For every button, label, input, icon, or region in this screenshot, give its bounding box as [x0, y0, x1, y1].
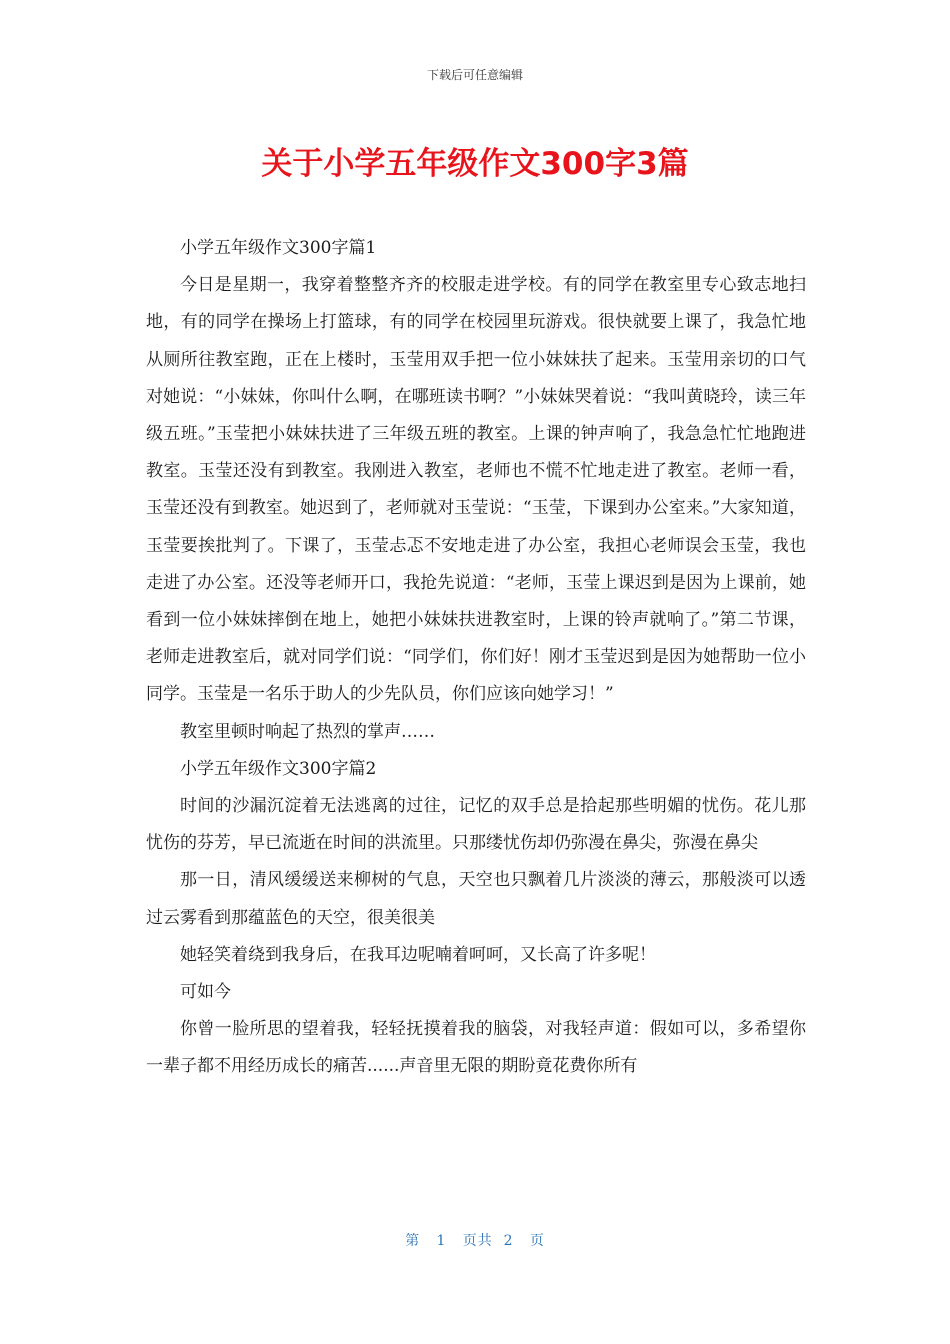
page-number-footer [0, 1230, 950, 1250]
header-note: 下载后可任意编辑 [426, 68, 523, 82]
section-heading-1: 小学五年级作文300字篇1 [180, 238, 377, 258]
body-paragraph: 教室里顿时响起了热烈的掌声…… [180, 721, 435, 742]
section-heading-2: 小学五年级作文300字篇2 [180, 758, 377, 779]
body-paragraph: 今日是星期一，我穿着整整齐齐的校服走进学校。有的同学在教室里专心致志地扫地，有的同学在操场上打篮球，有的同学在校园里玩游戏。很快就要上课了，我急忙地从厕所往教室跑，正在上楼时，玉莹用双手把一位小妹妹扶了起来。玉莹用亲切的口气对她说：“小妹妹，你叫什么啊，在哪班读书啊？”小妹妹哭着说：“我叫黄晓玲，读三年级五班。”玉莹把小妹妹扶进了三年级五班的教室。上课的钟声响了，我急急忙忙地跑进教室。玉莹还没有到教室。我刚进入教室，老师也不慌不忙地走进了教室。老师一看，玉莹还没有到教室。她迟到了，老师就对玉莹说：“玉莹，下课到办公室来。”大家知道，玉莹要挨批判了。下课了，玉莹忐忑不安地走进了办公室，我担心老师误会玉莹，我也走进了办公室。还没等老师开口，我抢先说道：“老师，玉莹上课迟到是因为上课前，她看到一位小妹妹摔倒在地上，她把小妹妹扶进教室时，上课的铃声就响了。”第二节课，老师走进教室后，就对同学们说：“同学们，你们好！刚才玉莹迟到是因为她帮助一位小同学。玉莹是一名乐于助人的少先队员，你们应该向她学习！” [146, 275, 806, 705]
body-paragraph: 时间的沙漏沉淀着无法逃离的过往，记忆的双手总是拾起那些明媚的忧伤。花儿那忧伤的芬芳，早已流逝在时间的洪流里。只那缕忧伤却仍弥漫在鼻尖，弥漫在鼻尖 [146, 796, 806, 854]
body-paragraph: 你曾一脸所思的望着我，轻轻抚摸着我的脑袋，对我轻声道：假如可以，多希望你一辈子都不用经历成长的痛苦......声音里无限的期盼竟花费你所有 [146, 1019, 806, 1077]
body-paragraph: 可如今 [180, 982, 231, 1003]
total-page-count: 2 [503, 1233, 514, 1249]
body-paragraph: 她轻笑着绕到我身后，在我耳边呢喃着呵呵，又长高了许多呢！ [180, 944, 656, 965]
footer-prefix: 第 [405, 1233, 421, 1249]
body-paragraph: 那一日，清风缓缓送来柳树的气息，天空也只飘着几片淡淡的薄云，那般淡可以透过云雾看到那蕴蓝色的天空，很美很美 [146, 870, 806, 928]
current-page-number: 1 [436, 1233, 447, 1249]
document-body [146, 230, 806, 1086]
document-title: 关于小学五年级作文300字3篇 [261, 146, 689, 182]
footer-middle: 页共 [462, 1233, 493, 1249]
footer-suffix: 页 [529, 1233, 545, 1249]
